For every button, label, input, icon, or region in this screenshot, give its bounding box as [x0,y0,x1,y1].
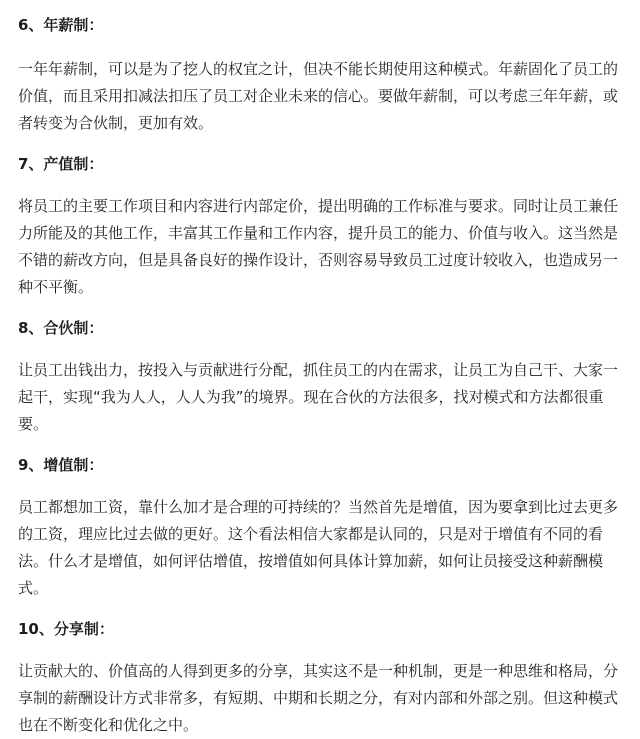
section-output-value [18,137,622,301]
section-heading: 10、分享制： [18,620,114,638]
section-heading: 6、年薪制： [18,16,104,34]
section-partnership [18,301,622,438]
section-paragraph: 一年年薪制，可以是为了挖人的权宜之计，但决不能长期使用这种模式。年薪固化了员工的价值，而且采用扣减法扣压了员工对企业未来的信心。要做年薪制，可以考虑三年年薪，或者转变为合伙制，更加有效。 [18,60,619,132]
section-value-added [18,438,622,602]
section-paragraph: 员工都想加工资，靠什么加才是合理的可持续的？当然首先是增值，因为要拿到比过去更多的工资，理应比过去做的更好。这个看法相信大家都是认同的，只是对于增值有不同的看法。什么才是增值，如何评估增值，按增值如何具体计算加薪，如何让员接受这种薪酬模式。 [18,498,619,597]
section-heading: 7、产值制： [18,155,104,173]
section-annual-salary [18,0,622,137]
section-paragraph: 让贡献大的、价值高的人得到更多的分享，其实这不是一种机制，更是一种思维和格局，分享制的薪酬设计方式非常多，有短期、中期和长期之分，有对内部和外部之别。但这种模式也在不断变化和优化之中。 [18,662,619,734]
section-paragraph: 让员工出钱出力，按投入与贡献进行分配，抓住员工的内在需求，让员工为自己干、大家一起干，实现“我为人人，人人为我”的境界。现在合伙的方法很多，找对模式和方法都很重要。 [18,361,619,433]
section-sharing [18,602,622,739]
section-heading: 8、合伙制： [18,319,104,337]
section-heading: 9、增值制： [18,456,104,474]
section-paragraph: 将员工的主要工作项目和内容进行内部定价，提出明确的工作标准与要求。同时让员工兼任力所能及的其他工作，丰富其工作量和工作内容，提升员工的能力、价值与收入。这当然是不错的薪改方向，但是具备良好的操作设计，否则容易导致员工过度计较收入，也造成另一种不平衡。 [18,197,619,296]
